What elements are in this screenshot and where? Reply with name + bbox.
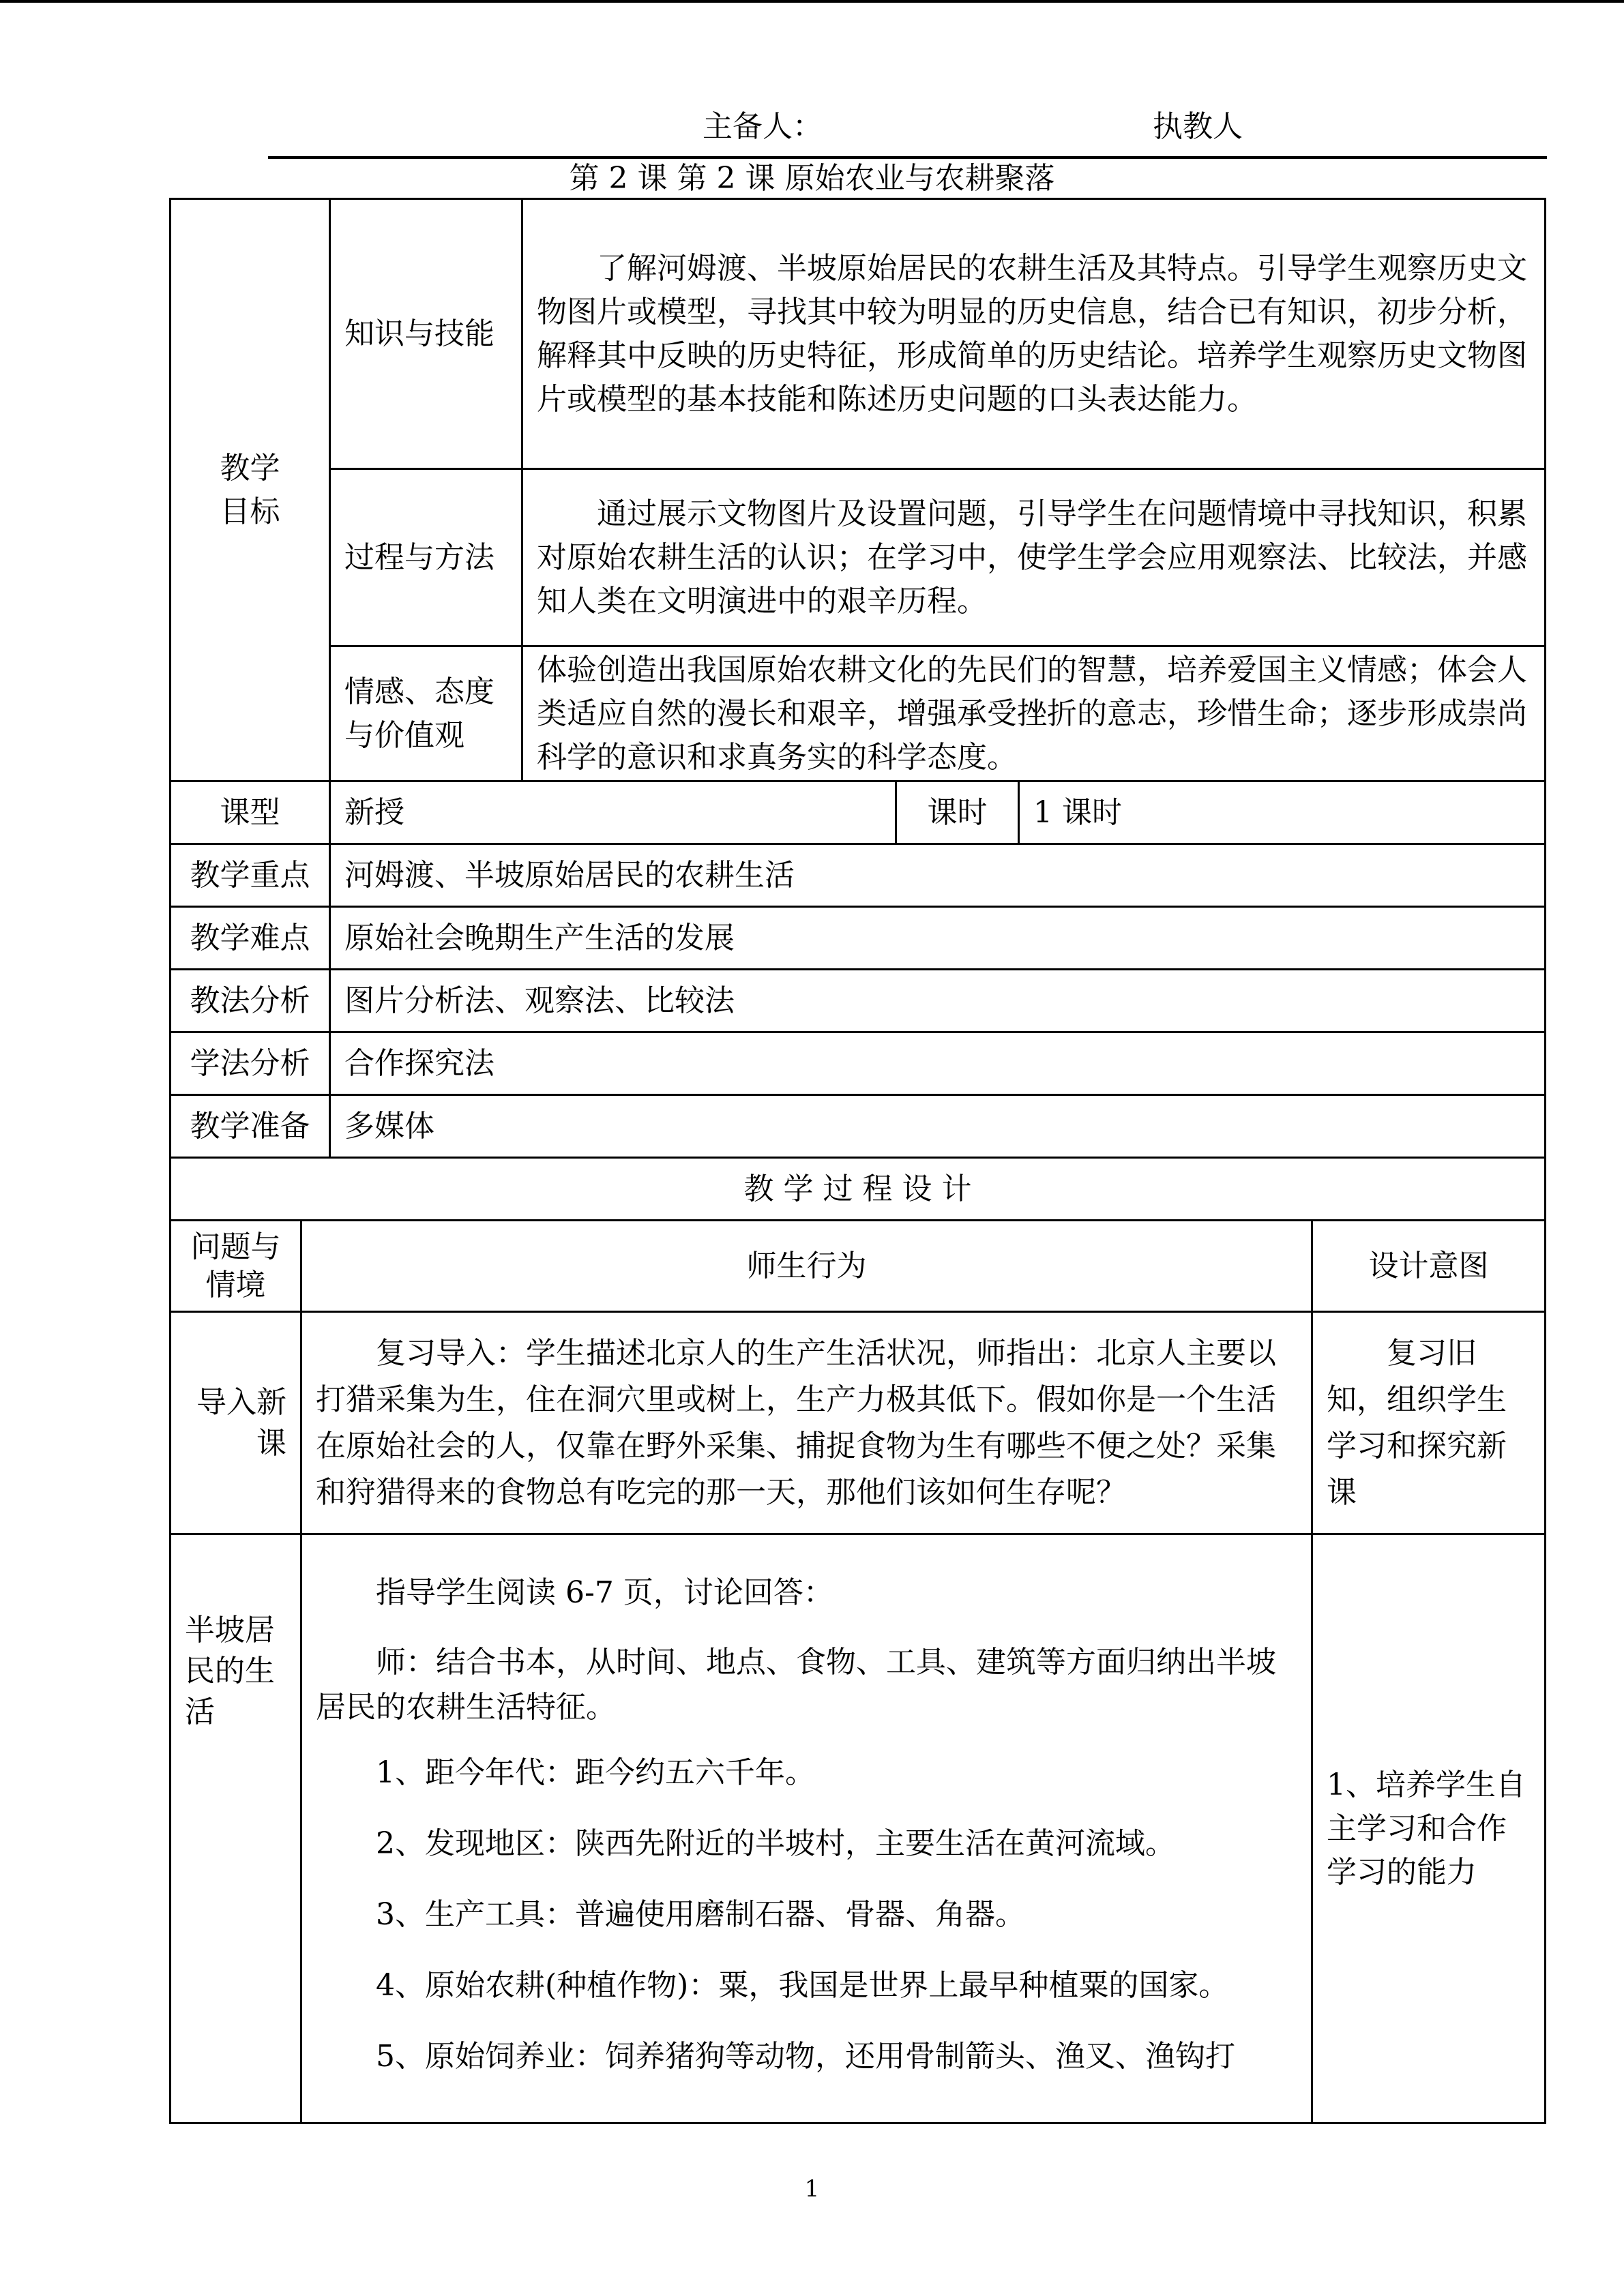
process-section-title: 教 学 过 程 设 计 [171,1158,1546,1221]
lesson-hours-label: 课时 [896,781,1019,844]
preparation-value: 多媒体 [330,1095,1546,1158]
col-intent-header: 设计意图 [1312,1221,1546,1312]
lesson-type-label: 课型 [171,781,330,844]
lesson-title: 第 2 课 第 2 课 原始农业与农耕聚落 [569,161,1055,196]
teaching-method-label: 教法分析 [171,970,330,1032]
preparation-label: 教学准备 [171,1095,330,1158]
process-method-text: 通过展示文物图片及设置问题，引导学生在问题情境中寻找知识，积累对原始农耕生活的认识；在学习中，使学生学会应用观察法、比较法，并感知人类在文明演进中的艰辛历程。 [522,469,1546,646]
objectives-label: 教学 目标 [171,199,330,781]
banpo-action [301,1534,1312,2123]
col-action-header: 师生行为 [301,1221,1312,1312]
knowledge-text: 了解河姆渡、半坡原始居民的农耕生活及其特点。引导学生观察历史文物图片或模型，寻找其中较为明显的历史信息，结合已有知识，初步分析，解释其中反映的历史特征，形成简单的历史结论。培养学生观察历史文物图片或模型的基本技能和陈述历史问题的口头表达能力。 [522,199,1546,469]
col-issue-header: 问题与情境 [171,1221,301,1312]
teaching-method-value: 图片分析法、观察法、比较法 [330,970,1546,1032]
banpo-para-4: 2、发现地区：陕西先附近的半坡村，主要生活在黄河流域。 [376,1826,1175,1861]
intro-action: 复习导入：学生描述北京人的生产生活状况，师指出：北京人主要以打猎采集为生，住在洞穴里或树上，生产力极其低下。假如你是一个生活在原始社会的人，仅靠在野外采集、捕捉食物为生有哪些不便之处？采集和狩猎得来的食物总有吃完的那一天，那他们该如何生存呢？ [301,1312,1312,1534]
banpo-para-2: 师：结合书本，从时间、地点、食物、工具、建筑等方面归纳出半坡居民的农耕生活特征。 [316,1645,1276,1725]
study-method-value: 合作探究法 [330,1032,1546,1095]
lesson-type-value: 新授 [330,781,896,844]
intro-issue: 导入新课 [171,1312,301,1534]
banpo-para-6: 4、原始农耕(种植作物)：粟，我国是世界上最早种植粟的国家。 [376,1968,1229,2003]
intro-intent: 复习旧知，组织学生学习和探究新课 [1312,1312,1546,1534]
teacher-label: 执教人 [1153,109,1243,144]
banpo-para-7: 5、原始饲养业：饲养猪狗等动物，还用骨制箭头、渔叉、渔钩打 [376,2039,1235,2074]
banpo-para-3: 1、距今年代：距今约五六千年。 [376,1755,815,1790]
key-point-value: 河姆渡、半坡原始居民的农耕生活 [330,844,1546,907]
banpo-intent: 1、培养学生自主学习和合作学习的能力 [1312,1534,1546,2123]
knowledge-label: 知识与技能 [330,199,522,469]
study-method-label: 学法分析 [171,1032,330,1095]
emotion-text: 体验创造出我国原始农耕文化的先民们的智慧，培养爱国主义情感；体会人类适应自然的漫长和艰辛，增强承受挫折的意志，珍惜生命；逐步形成崇尚科学的意识和求真务实的科学态度。 [522,646,1546,781]
key-point-label: 教学重点 [171,844,330,907]
lesson-hours-value: 1 课时 [1019,781,1546,844]
banpo-issue: 半坡居民的生活 [171,1534,301,2123]
banpo-para-5: 3、生产工具：普遍使用磨制石器、骨器、角器。 [376,1897,1025,1932]
emotion-label: 情感、态度与价值观 [330,646,522,781]
difficulty-label: 教学难点 [171,907,330,970]
page-number: 1 [804,2175,820,2203]
banpo-para-1: 指导学生阅读 6-7 页，讨论回答： [376,1575,833,1610]
lesson-plan-table [169,198,1544,2124]
preparer-label: 主备人： [703,109,823,144]
process-method-label: 过程与方法 [330,469,522,646]
top-border-line [0,0,1624,3]
difficulty-value: 原始社会晚期生产生活的发展 [330,907,1546,970]
